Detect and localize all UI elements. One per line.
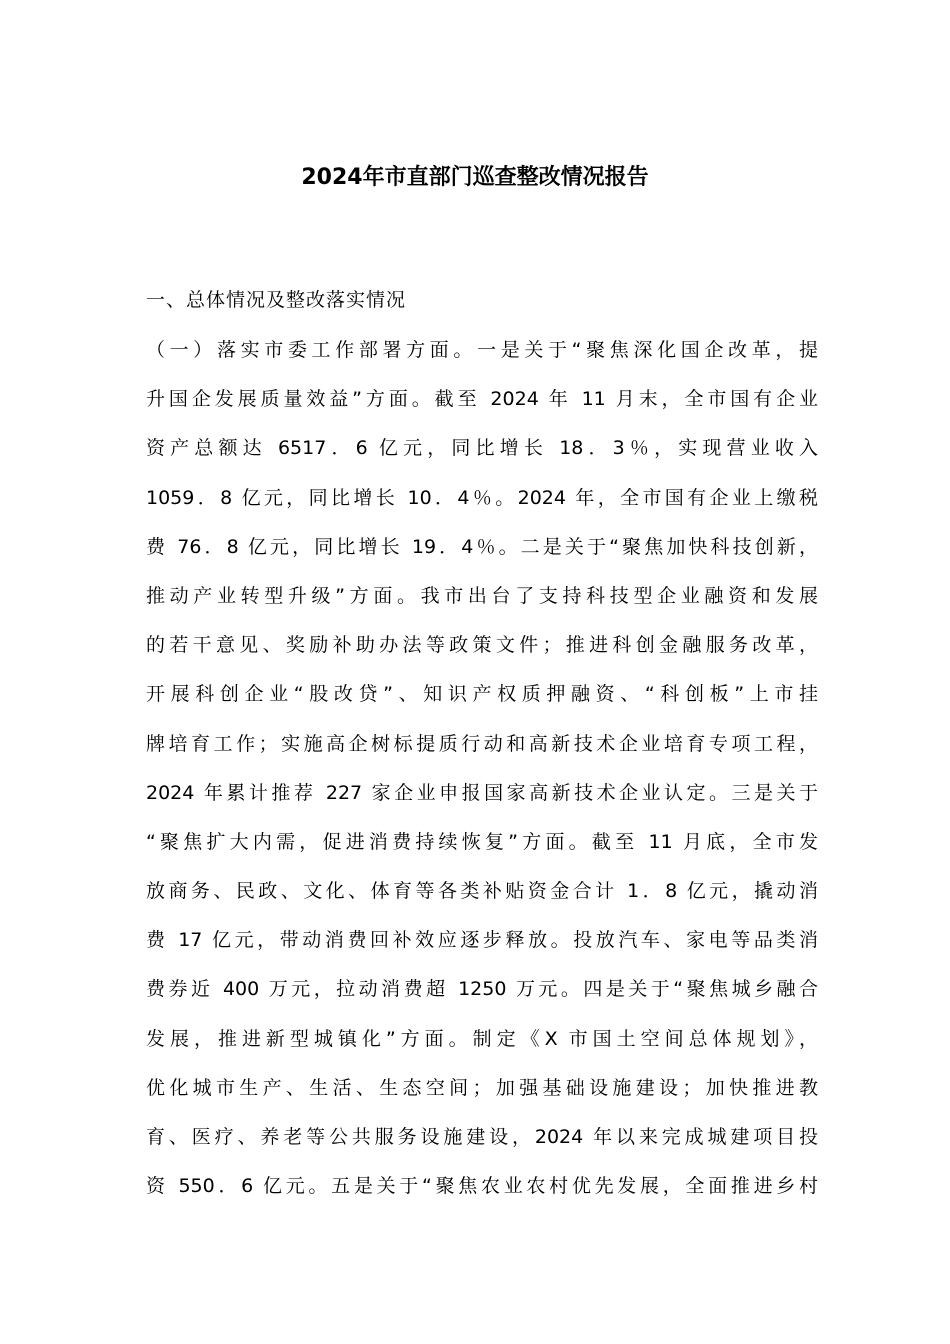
- body-line: 推动产业转型升级”方面。我市出台了支持科技型企业融资和发展: [146, 584, 818, 607]
- body-line: 费 17 亿元，带动消费回补效应逐步释放。投放汽车、家电等品类消: [146, 929, 818, 952]
- body-line: 2024 年累计推荐 227 家企业申报国家高新技术企业认定。三是关于: [146, 781, 818, 804]
- body-line: 费 76．8 亿元，同比增长 19．4％。二是关于“聚焦加快科技创新，: [146, 535, 818, 558]
- section-heading: 一、总体情况及整改落实情况: [146, 289, 407, 311]
- body-line: 优化城市生产、生活、生态空间；加强基础设施建设；加快推进教: [146, 1076, 818, 1099]
- body-line: 资产总额达 6517．6 亿元，同比增长 18．3％，实现营业收入: [146, 437, 818, 460]
- body-line: 放商务、民政、文化、体育等各类补贴资金合计 1．8 亿元，撬动消: [146, 880, 818, 903]
- body-text: [146, 331, 818, 1216]
- body-line: 1059．8 亿元，同比增长 10．4％。2024 年，全市国有企业上缴税: [146, 486, 818, 509]
- body-line: 资 550．6 亿元。五是关于“聚焦农业农村优先发展，全面推进乡村: [146, 1175, 818, 1198]
- body-line: 育、医疗、养老等公共服务设施建设，2024 年以来完成城建项目投: [146, 1126, 818, 1148]
- body-line: 开展科创企业“股改贷”、知识产权质押融资、“科创板”上市挂: [146, 683, 818, 706]
- body-line: 费券近 400 万元，拉动消费超 1250 万元。四是关于“聚焦城乡融合: [146, 978, 818, 1001]
- document-title: 2024年市直部门巡查整改情况报告: [301, 165, 649, 190]
- body-line: 牌培育工作；实施高企树标提质行动和高新技术企业培育专项工程，: [146, 732, 818, 755]
- body-line: 的若干意见、奖励补助办法等政策文件；推进科创金融服务改革，: [146, 634, 818, 657]
- body-line: 升国企发展质量效益”方面。截至 2024 年 11 月末，全市国有企业: [146, 388, 818, 411]
- body-line: 发展，推进新型城镇化”方面。制定《X 市国土空间总体规划》，: [146, 1027, 818, 1050]
- body-line: （一）落实市委工作部署方面。一是关于“聚焦深化国企改革，提: [146, 339, 818, 361]
- body-line: “聚焦扩大内需，促进消费持续恢复”方面。截至 11 月底，全市发: [146, 830, 818, 853]
